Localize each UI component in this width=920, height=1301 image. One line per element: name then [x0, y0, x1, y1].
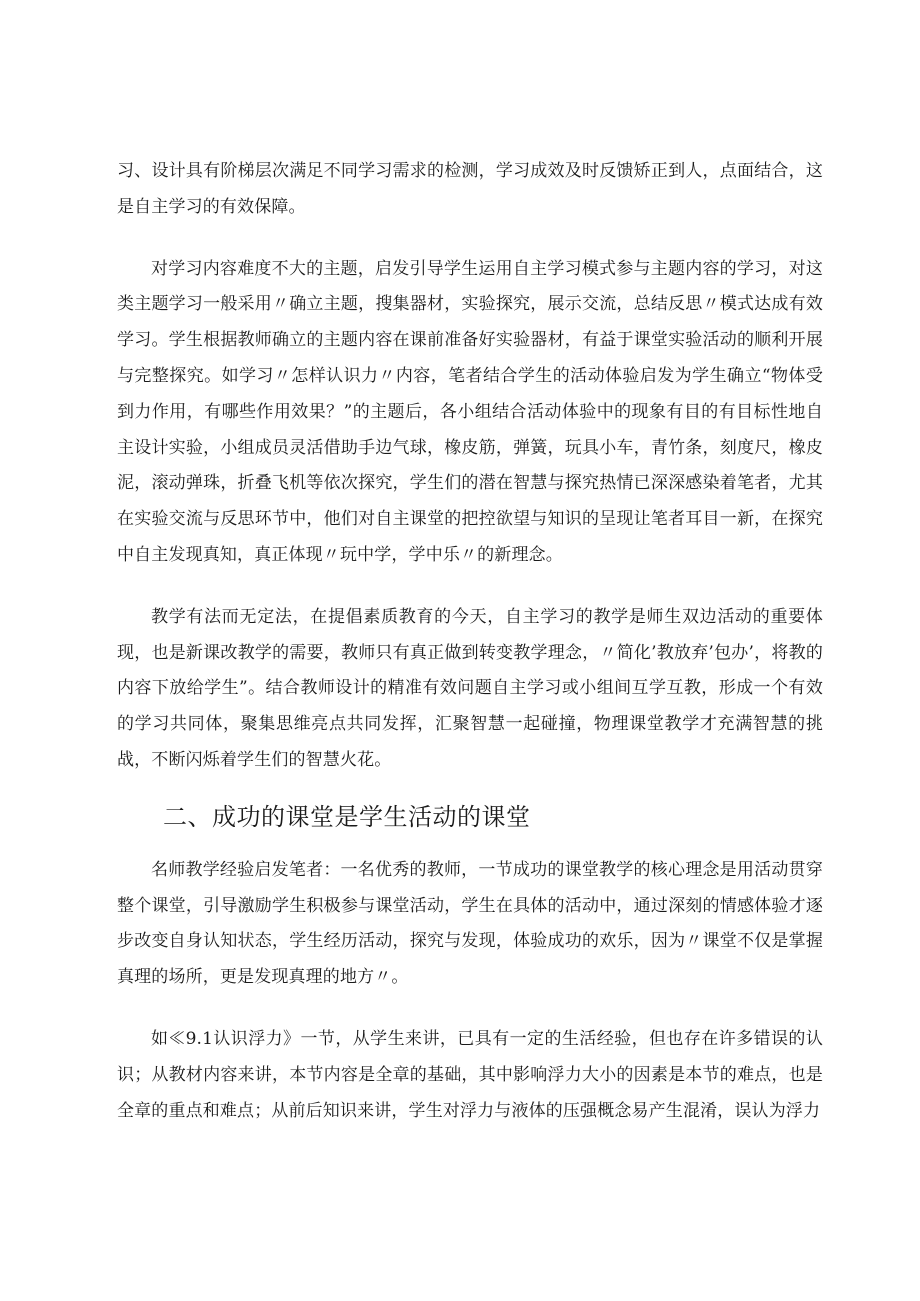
paragraph-gap — [117, 226, 823, 252]
heading-gap — [117, 779, 823, 797]
paragraph-continuation: 习、设计具有阶梯层次满足不同学习需求的检测，学习成效及时反馈矫正到人，点面结合，这是自主学习的有效保障。 — [117, 161, 823, 217]
paragraph-buoyancy-lesson: 如≪9.1认识浮力》一节，从学生来讲，已具有一定的生活经验，但也存在许多错误的认识；从教材内容来讲，本节内容是全章的基础，其中影响浮力大小的因素是本节的难点，也是全章的重点和难点；从前后知识来讲，学生对浮力与液体的压强概念易产生混淆，误认为浮力 — [117, 1028, 823, 1121]
paragraph-gap — [117, 996, 823, 1022]
paragraph-teaching-method: 教学有法而无定法，在提倡素质教育的今天，自主学习的教学是师生双边活动的重要体现，也是新课改教学的需要，教师只有真正做到转变教学理念，〃简化’教放弃’包办’，将教的内容下放给学生”。结合教师设计的精准有效问题自主学习或小组间互学互教，形成一个有效的学习共同体，聚集思维亮点共同发挥，汇聚智慧一起碰撞，物理课堂教学才充满智慧的挑战，不断闪烁着学生们的智慧火花。 — [117, 606, 823, 770]
document-body — [117, 154, 823, 1129]
paragraph-teacher-experience: 名师教学经验启发笔者：一名优秀的教师，一节成功的课堂教学的核心理念是用活动贯穿整个课堂，引导激励学生积极参与课堂活动，学生在具体的活动中，通过深刻的情感体验才逐步改变自身认知状态，学生经历活动，探究与发现，体验成功的欢乐，因为〃课堂不仅是掌握真理的场所，更是发现真理的地方〃。 — [117, 859, 823, 988]
paragraph-self-study-theme: 对学习内容难度不大的主题，启发引导学生运用自主学习模式参与主题内容的学习，对这类主题学习一般采用〃确立主题，搜集器材，实验探究，展示交流，总结反思〃模式达成有效学习。学生根据教师确立的主题内容在课前准备好实验器材，有益于课堂实验活动的顺利开展与完整探究。如学习〃怎样认识力〃内容，笔者结合学生的活动体验启发为学生确立“物体受到力作用，有哪些作用效果？”的主题后，各小组结合活动体验中的现象有目的有目标性地自主设计实验，小组成员灵活借助手边气球，橡皮筋，弹簧，玩具小车，青竹条，刻度尺，橡皮泥，滚动弹珠，折叠飞机等依次探究，学生们的潜在智慧与探究热情已深深感染着笔者，尤其在实验交流与反思环节中，他们对自主课堂的把控欲望与知识的呈现让笔者耳目一新，在探究中自主发现真知，真正体现〃玩中学，学中乐〃的新理念。 — [117, 258, 823, 565]
paragraph-gap — [117, 574, 823, 600]
section-heading: 二、成功的课堂是学生活动的课堂 — [163, 802, 531, 831]
heading-gap — [117, 837, 823, 853]
